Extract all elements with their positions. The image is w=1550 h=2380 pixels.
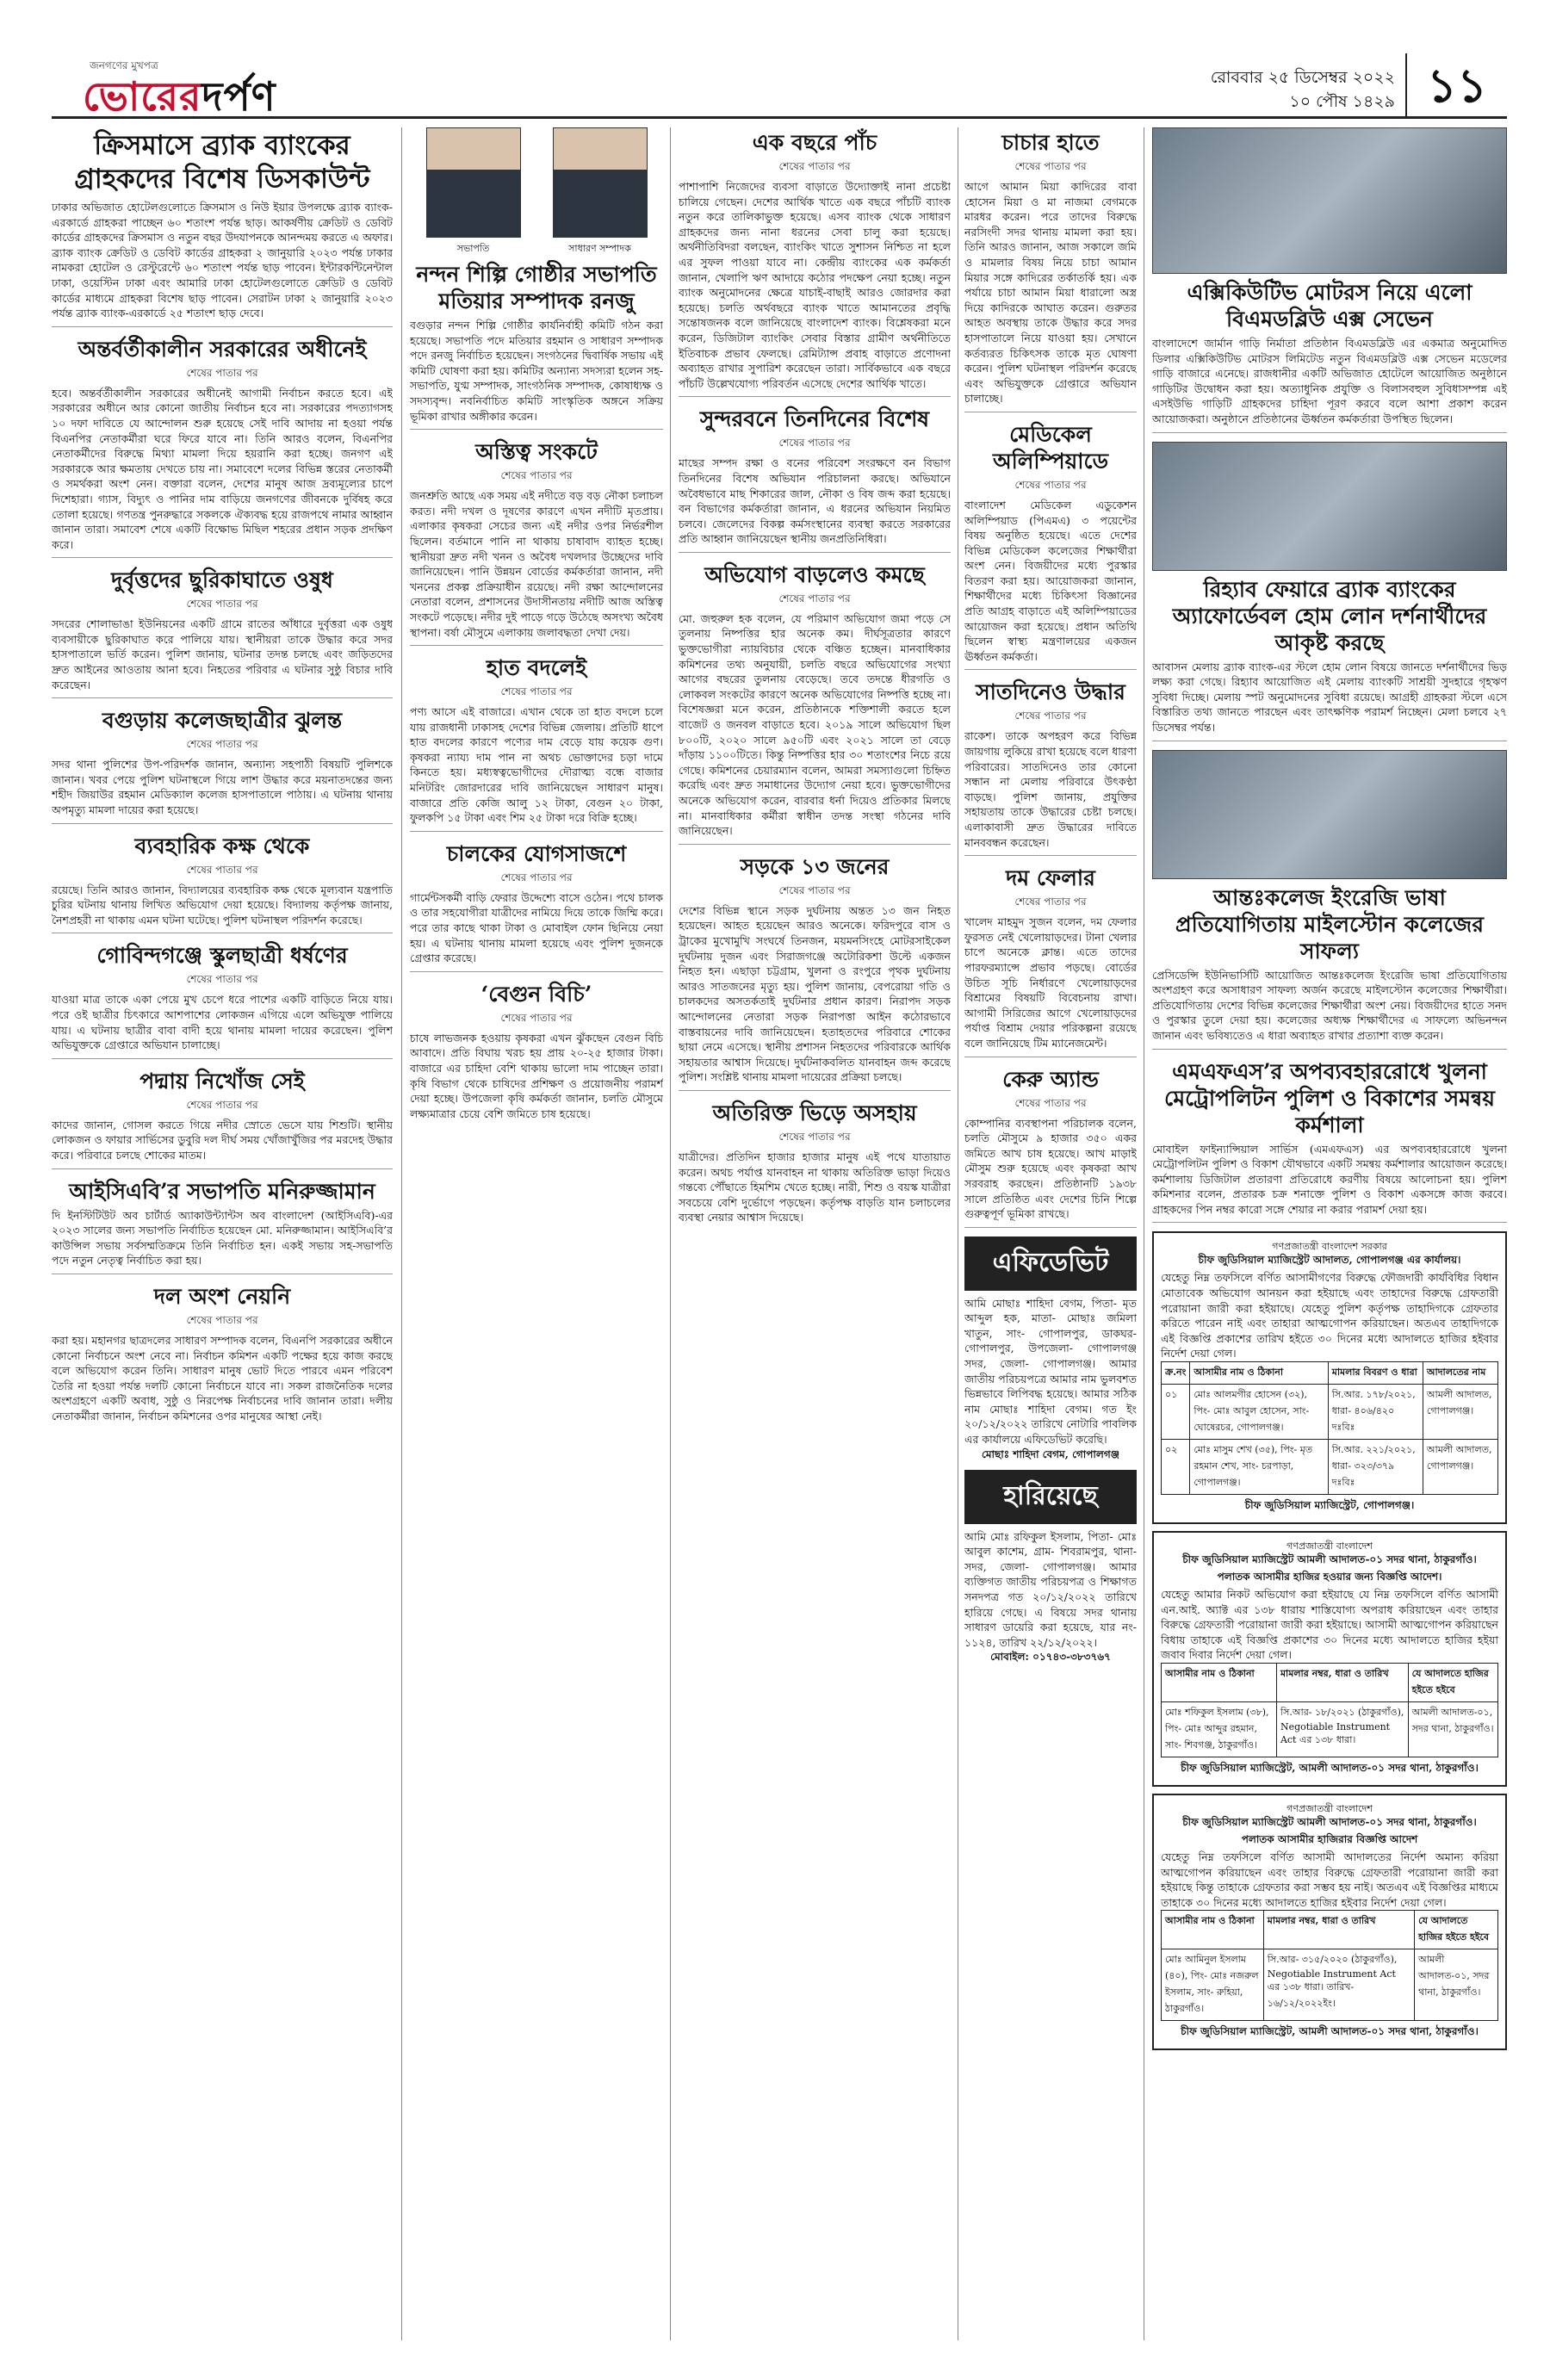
headline[interactable]: দল অংশ নেয়নি bbox=[153, 1283, 291, 1309]
story-body: বাংলাদেশ মেডিকেল এডুকেশন অলিম্পিয়াড (পিএমএ) ৩ পয়েন্টের বিষয় অনুষ্ঠিত হয়েছে। এতে দেশের বিভিন্ন মেডিকেল কলেজের শিক্ষার্থীরা অংশ নেন। বিজয়ীদের মধ্যে পুরস্কার বিতরণ করা হয়। আয়োজকরা জানান, শিক্ষার্থীদের মধ্যে চিকিৎসা বিজ্ঞানের প্রতি আগ্রহ বাড়াতে এই অলিম্পিয়াডের আয়োজন করা হয়েছে। প্রধান অতিথি ছিলেন স্বাস্থ্য মন্ত্রণালয়ের একজন ঊর্ধ্বতন কর্মকর্তা। bbox=[964, 498, 1137, 663]
story-five-in-year bbox=[679, 129, 951, 397]
table-header: যে আদালতে হাজির হইতে হইবে bbox=[1415, 1911, 1498, 1949]
continued-label: শেষের পাতার পর bbox=[1014, 896, 1087, 908]
headline[interactable]: অতিরিক্ত ভিড়ে অসহায় bbox=[712, 1100, 917, 1125]
story-bogura-student bbox=[52, 707, 393, 823]
issue-date bbox=[1211, 65, 1395, 114]
story-driver-collusion bbox=[410, 840, 663, 972]
table-row bbox=[1162, 1949, 1498, 2021]
story-hand-change bbox=[410, 654, 663, 832]
column-5 bbox=[1152, 127, 1507, 2340]
continued-label: শেষের পাতার পর bbox=[778, 437, 851, 449]
headline[interactable]: মেডিকেল অলিম্পিয়াডে bbox=[993, 421, 1108, 474]
headline[interactable]: ব্যবহারিক কক্ষ থেকে bbox=[134, 833, 310, 858]
table-header: আদালতের নাম bbox=[1423, 1362, 1497, 1385]
table-row bbox=[1162, 1702, 1498, 1757]
notice-body: যেহেতু নিম্ন তফসিলে বর্ণিত আসামী আদালতের নির্দেশ অমান্য করিয়া আত্মগোপন করিয়াছেন এবং তাহার বিরুদ্ধে গ্রেফতারী পরোয়ানা জারী করা হইয়াছে কিন্তু তাহাকে গ্রেফতার করা সম্ভব হয় নাই। অতএব এই বিজ্ঞপ্তির মাধ্যমে তাহাকে ৩০ দিনের মধ্যে আদালতে হাজির হইবার নির্দেশ দেয়া গেল। bbox=[1161, 1850, 1498, 1909]
continued-label: শেষের পাতার পর bbox=[500, 685, 573, 698]
story-body: আবাসন মেলায় ব্র্যাক ব্যাংক-এর স্টলে হোম লোন বিষয়ে জানতে দর্শনার্থীদের ভিড় লক্ষ্য করা গেছে। রিহ্যাব আয়োজিত এই মেলায় ব্যাংকটি সাশ্রয়ী সুদহারে গৃহঋণ সুবিধা দিচ্ছে। মেলায় স্পট অনুমোদনের সুবিধা রয়েছে। আগ্রহী গ্রাহকরা স্টলে এসে বিস্তারিত তথ্য জানতে পারছেন এবং তাৎক্ষণিক পরামর্শ নিচ্ছেন। মেলা চলবে ২৭ ডিসেম্বর পর্যন্ত। bbox=[1152, 660, 1507, 734]
table-cell: ০২ bbox=[1162, 1440, 1190, 1495]
story-rehab-fair bbox=[1152, 442, 1507, 741]
headline[interactable]: চালকের যোগসাজশে bbox=[446, 840, 627, 866]
headline[interactable]: চাচার হাতে bbox=[1001, 130, 1100, 155]
continued-label: শেষের পাতার পর bbox=[186, 366, 258, 379]
table-cell: ০১ bbox=[1162, 1385, 1190, 1440]
continued-label: শেষের পাতার পর bbox=[778, 592, 851, 604]
headline[interactable]: এক্সিকিউটিভ মোটরস নিয়ে এলো বিএমডব্লিউ এক্স সেভেন bbox=[1187, 280, 1472, 332]
story-breathing-room bbox=[964, 865, 1137, 1057]
table-cell: আমলী আদালত, গোপালগঞ্জ। bbox=[1423, 1440, 1497, 1495]
story-body: মো. জহুরুল হক বলেন, যে পরিমাণ অভিযোগ জমা পড়ে সে তুলনায় নিষ্পত্তির হার অনেক কম। দীর্ঘসূত্রতার কারণে ভুক্তভোগীরা ন্যায়বিচার থেকে বঞ্চিত হচ্ছেন। মানবাধিকার কমিশনের তথ্য অনুযায়ী, চলতি বছরে অভিযোগের সংখ্যা আগের বছরের তুলনায় বেড়েছে। তবে তদন্তে ধীরগতি ও লোকবল সংকটের কারণে অনেক অভিযোগের নিষ্পত্তি হচ্ছে না। বিশেষজ্ঞরা মনে করেন, প্রতিষ্ঠানকে শক্তিশালী করতে হলে বাজেট ও জনবল বাড়াতে হবে। ২০১৯ সালে অভিযোগ ছিল ৮০০টি, ২০২০ সালে ৯৫০টি এবং ২০২১ সালে তা বেড়ে দাঁড়ায় ১১০০টিতে। কিন্তু নিষ্পত্তির হার ৩০ শতাংশের নিচে রয়ে গেছে। কমিশনের চেয়ারম্যান বলেন, আমরা সমস্যাগুলো চিহ্নিত করেছি এবং দ্রুত সমাধানের উদ্যোগ নেয়া হবে। ভুক্তভোগীদের অনেকে অভিযোগ করেন, বারবার ধর্না দিয়েও প্রতিকার মিলছে না। মানবাধিকার কর্মীরা স্বাধীন তদন্ত সংস্থা গঠনের দাবি জানিয়েছেন। bbox=[679, 611, 951, 838]
continued-label: শেষের পাতার পর bbox=[1014, 710, 1087, 722]
story-eggplant-seed bbox=[410, 981, 663, 1127]
story-body: সদরের শোলাভাঙা ইউনিয়নের একটি গ্রামে রাতের আঁধারে দুর্বৃত্তরা এক ওষুধ ব্যবসায়ীকে ছুরিকাঘাত করে পালিয়ে যায়। স্থানীয়রা তাকে উদ্ধার করে সদর হাসপাতালে ভর্তি করেন। পুলিশ জানায়, ঘটনার তদন্ত চলছে এবং জড়িতদের দ্রুত আইনের আওতায় আনা হবে। নিহতের পরিবার এ ঘটনার সুষ্ঠু বিচার দাবি করেছেন। bbox=[52, 617, 393, 691]
story-body: মোবাইল ফাইন্যান্সিয়াল সার্ভিস (এমএফএস) এর অপব্যবহাররোধে খুলনা মেট্রোপলিটন পুলিশ ও বিকাশ যৌথভাবে একটি সমন্বয় কর্মশালার আয়োজন করেছে। কর্মশালায় ডিজিটাল প্রতারণা প্রতিরোধে করণীয় বিষয়ে আলোচনা হয়। পুলিশ কমিশনার বলেন, প্রতারক চক্র শনাক্তে পুলিশ ও বিকাশ একসঙ্গে কাজ করবে। গ্রাহকদের পিন নম্বর কারো সঙ্গে শেয়ার না করার পরামর্শ দেয়া হয়। bbox=[1152, 1142, 1507, 1216]
headline[interactable]: সুন্দরবনে তিনদিনের বিশেষ bbox=[699, 406, 930, 432]
continued-label: শেষের পাতার পর bbox=[186, 738, 258, 751]
logo-red-word: ভোরের bbox=[83, 73, 202, 120]
story-body: ঢাকার অভিজাত হোটেলগুলোতে ক্রিসমাস ও নিউ ইয়ার উপলক্ষে ব্র্যাক ব্যাংক-এরকার্ডে গ্রাহকরা পাচ্ছেন ৬০ শতাংশ পর্যন্ত ছাড়। আকর্ষণীয় ক্রেডিট ও ডেবিট কার্ডের গ্রাহকদের ক্রিসমাস ও নতুন বছর উদযাপনকে আনন্দময় করতে এ অফার। ব্র্যাক ব্যাংক ক্রেডিট ও ডেবিট কার্ডের গ্রাহকরা ২ জানুয়ারি ২০২৩ পর্যন্ত ঢাকার নামকরা হোটেল ও রেস্টুরেন্টে ৬০ শতাংশ পর্যন্ত ছাড় পাবেন। ইন্টারকন্টিনেন্টাল ঢাকা, ওয়েস্টিন ঢাকা এবং আমারি ঢাকা হোটেলগুলোতে ক্রেডিট ও ডেবিট কার্ডের মাধ্যমে গ্রাহকরা বিশেষ ছাড় পাবেন। সেরাটন ঢাকা ২ জানুয়ারি ২০২৩ পর্যন্ত ব্র্যাক ব্যাংক-এরকার্ডে ২৫ শতাংশ ছাড় দেবে। bbox=[52, 201, 393, 320]
affidavit-banner: এফিডেভিট bbox=[964, 1236, 1137, 1291]
headline[interactable]: অভিযোগ বাড়লেও কমছে bbox=[704, 561, 925, 587]
headline[interactable]: নন্দন শিল্পি গোষ্ঠীর সভাপতি মতিয়ার সম্পাদক রনজু bbox=[416, 262, 657, 313]
headline[interactable]: অন্তর্বর্তীকালীন সরকারের অধীনেই bbox=[78, 336, 367, 362]
president-photo[interactable] bbox=[426, 127, 521, 238]
notice-top: গণপ্রজাতন্ত্রী বাংলাদেশ bbox=[1286, 1803, 1373, 1814]
continued-label: শেষের পাতার পর bbox=[186, 973, 258, 986]
table-row bbox=[1162, 1385, 1498, 1440]
headline[interactable]: পদ্মায় নিখোঁজ সেই bbox=[140, 1068, 305, 1094]
continued-label: শেষের পাতার পর bbox=[186, 863, 258, 876]
headline[interactable]: এক বছরে পাঁচ bbox=[752, 130, 877, 155]
story-interim-govt bbox=[52, 336, 393, 559]
table-cell: আমলী আদালত-০১, সদর থানা, ঠাকুরগাঁও। bbox=[1415, 1949, 1498, 2021]
story-body: প্রেসিডেন্সি ইউনিভার্সিটি আয়োজিত আন্তঃকলেজ ইংরেজি ভাষা প্রতিযোগিতায় অংশগ্রহণ করে অসাধারণ সাফল্য অর্জন করেছে মাইলস্টোন কলেজের শিক্ষার্থীরা। প্রতিযোগিতায় দেশের বিভিন্ন কলেজের শিক্ষার্থীরা অংশ নেয়। বিজয়ীদের হাতে সনদ ও পুরস্কার তুলে দেয়া হয়। কলেজের অধ্যক্ষ শিক্ষার্থীদের এ সাফল্যে অভিনন্দন জানান এবং ভবিষ্যতেও এ ধারা অব্যাহত রাখার প্রত্যাশা ব্যক্ত করেন। bbox=[1152, 968, 1507, 1042]
story-body: হবে। অন্তর্বর্তীকালীন সরকারের অধীনেই আগামী নির্বাচন করতে হবে। এই সরকারের অধীনে আর কোনো জাতীয় নির্বাচন হবে না। সরকারের পদত্যাগসহ ১০ দফা দাবিতে যে আন্দোলন শুরু হয়েছে সেই দাবি আদায় না হওয়া পর্যন্ত বিএনপির নেতাকর্মীরা ঘরে ফিরে যাবে না। তিনি আরও বলেন, বিএনপির নেতাকর্মীদের বিরুদ্ধে মিথ্যা মামলা দিয়ে হয়রানি করা হচ্ছে। জনগণ এই সরকারকে আর ক্ষমতায় দেখতে চায় না। সমাবেশে দলের বিভিন্ন স্তরের নেতাকর্মী ও সমর্থকরা অংশ নেন। বক্তারা বলেন, দেশের মানুষ আজ দ্রব্যমূল্যের চাপে দিশেহারা। গ্যাস, বিদ্যুৎ ও পানির দাম বাড়িয়ে জনগণের জীবনকে দুর্বিষহ করে তোলা হয়েছে। গণতন্ত্র পুনরুদ্ধারে সকলকে ঐক্যবদ্ধ হয়ে রাজপথে নামার আহ্বান জানান তারা। সমাবেশ শেষে একটি বিক্ষোভ মিছিল শহরের প্রধান সড়ক প্রদক্ষিণ করে। bbox=[52, 386, 393, 551]
story-body: বগুড়ার নন্দন শিল্পি গোষ্ঠীর কার্যনির্বাহী কমিটি গঠন করা হয়েছে। সভাপতি পদে মতিয়ার রহমান ও সাধারণ সম্পাদক পদে রনজু নির্বাচিত হয়েছেন। সংগঠনের দ্বিবার্ষিক সভায় এই কমিটি ঘোষণা করা হয়। কমিটির অন্যান্য সদস্যরা হলেন সহ-সভাপতি, যুগ্ম সম্পাদক, সাংগঠনিক সম্পাদক, কোষাধ্যক্ষ ও সদস্যবৃন্দ। নবনির্বাচিত কমিটি সাংস্কৃতিক অঙ্গনে সক্রিয় ভূমিকা রাখার অঙ্গীকার করেন। bbox=[410, 319, 663, 423]
notice-title: চীফ জুডিসিয়াল ম্যাজিস্ট্রেট আদালত, গোপালগঞ্জ এর কার্যালয়। bbox=[1198, 1254, 1461, 1267]
headline[interactable]: বগুড়ায় কলেজছাত্রীর ঝুলন্ত bbox=[102, 708, 343, 734]
story-mfs-workshop bbox=[1152, 1058, 1507, 1224]
lost-ad bbox=[964, 1470, 1137, 1668]
table-cell: সি.আর- ১৮/২০২১ (ঠাকুরগাঁও), Negotiable Instrument Act এর ১৩৮ ধারা। bbox=[1276, 1702, 1408, 1757]
continued-label: শেষের পাতার পর bbox=[1014, 160, 1087, 172]
continued-label: শেষের পাতার পর bbox=[186, 598, 258, 610]
column-rule bbox=[670, 127, 671, 2340]
story-stabbing bbox=[52, 567, 393, 698]
column-1 bbox=[52, 127, 393, 2340]
story-gobindaganj bbox=[52, 942, 393, 1058]
column-3 bbox=[679, 127, 951, 2340]
story-body: জনশ্রুতি আছে এক সময় এই নদীতে বড় বড় নৌকা চলাচল করত। নদী দখল ও দূষণের কারণে এখন নদীটি মৃতপ্রায়। এলাকার কৃষকরা সেচের জন্য এই নদীর ওপর নির্ভরশীল ছিলেন। বর্তমানে পানি না থাকায় চাষাবাদ ব্যাহত হচ্ছে। স্থানীয়রা দ্রুত নদী খনন ও অবৈধ দখলদার উচ্ছেদের দাবি জানিয়েছেন। পানি উন্নয়ন বোর্ডের কর্মকর্তারা জানান, নদী খননের প্রকল্প প্রক্রিয়াধীন রয়েছে। নদী রক্ষা আন্দোলনের নেতারা বলেন, প্রশাসনের উদাসীনতায় নদীটি আজ অস্তিত্ব সংকটে পড়েছে। নদীর দুই পাড়ে গড়ে উঠেছে অসংখ্য অবৈধ স্থাপনা। বর্ষা মৌসুমে এলাকায় জলাবদ্ধতা দেখা দেয়। bbox=[410, 489, 663, 639]
story-body: রয়েছে। তিনি আরও জানান, বিদ্যালয়ের ব্যবহারিক কক্ষ থেকে মূল্যবান যন্ত্রপাতি চুরির ঘটনায় থানায় লিখিত অভিযোগ দেয়া হয়েছে। বিদ্যালয় কর্তৃপক্ষ জানায়, নৈশপ্রহরী না থাকায় এমন ঘটনা ঘটেছে। পুলিশ ঘটনাস্থল পরিদর্শন করেছে। bbox=[52, 883, 393, 927]
continued-label: শেষের পাতার পর bbox=[186, 1098, 258, 1111]
story-road-accident bbox=[679, 853, 951, 1091]
masthead bbox=[52, 53, 1507, 119]
notice-signature: চীফ জুডিসিয়াল ম্যাজিস্ট্রেট, গোপালগঞ্জ। bbox=[1244, 1499, 1415, 1512]
table-cell: মোঃ শফিকুল ইসলাম (৩৮), পিং- মোঃ আব্দুর রহমান, সাং- শিবগঞ্জ, ঠাকুরগাঁও। bbox=[1162, 1702, 1277, 1757]
story-keru bbox=[964, 1066, 1137, 1228]
notice-top: গণপ্রজাতন্ত্রী বাংলাদেশ bbox=[1286, 1540, 1373, 1553]
column-4 bbox=[964, 127, 1137, 2340]
story-body: যাত্রীদের। প্রতিদিন হাজার হাজার মানুষ এই পথে যাতায়াত করেন। অথচ পর্যাপ্ত যানবাহন না থাকায় অতিরিক্ত ভাড়া দিয়েও গন্তব্যে পৌঁছাতে হিমশিম খেতে হচ্ছে। নারী, শিশু ও বয়স্ক যাত্রীরা সবচেয়ে বেশি দুর্ভোগে পড়ছেন। কর্তৃপক্ষ বাড়তি যান চলাচলের ব্যবস্থা নেয়ার আশ্বাস দিয়েছে। bbox=[679, 1150, 951, 1224]
story-body: দেশের বিভিন্ন স্থানে সড়ক দুর্ঘটনায় অন্তত ১৩ জন নিহত হয়েছেন। আহত হয়েছেন আরও অনেকে। ফরিদপুরে বাস ও ট্রাকের মুখোমুখি সংঘর্ষে তিনজন, ময়মনসিংহে মোটরসাইকেল দুর্ঘটনায় দুজন এবং সিরাজগঞ্জে অটোরিকশা উল্টে একজন নিহত হন। এছাড়া চট্টগ্রাম, খুলনা ও রংপুরে পৃথক দুর্ঘটনায় আরও সাতজনের মৃত্যু হয়। পুলিশ জানায়, বেপরোয়া গতি ও চালকদের অসতর্কতাই দুর্ঘটনার প্রধান কারণ। নিরাপদ সড়ক আন্দোলনের নেতারা সড়ক নিরাপত্তা আইন কঠোরভাবে বাস্তবায়নের দাবি জানিয়েছেন। হতাহতদের পরিবারে শোকের ছায়া নেমে এসেছে। স্থানীয় প্রশাসন নিহতদের পরিবারকে আর্থিক সহায়তার আশ্বাস দিয়েছে। দুর্ঘটনাকবলিত যানবাহন জব্দ করেছে পুলিশ। সংশ্লিষ্ট থানায় মামলা দায়েরের প্রক্রিয়া চলছে। bbox=[679, 903, 951, 1084]
continued-label: শেষের পাতার পর bbox=[778, 1130, 851, 1143]
story-seven-days bbox=[964, 679, 1137, 856]
affidavit-ad bbox=[964, 1236, 1137, 1465]
story-body: খালেদ মাহমুদ সুজন বলেন, দম ফেলার ফুরসত নেই খেলোয়াড়দের। টানা খেলার চাপে অনেকে ক্লান্ত। এতে তাদের পারফরম্যান্সে প্রভাব পড়ছে। বোর্ডের উচিত সূচি নির্ধারণে খেলোয়াড়দের বিশ্রামের বিষয়টি বিবেচনায় রাখা। আগামী সিরিজের আগে খেলোয়াড়দের পর্যাপ্ত বিশ্রাম দেয়ার পরিকল্পনা রয়েছে বলে জানিয়েছে টিম ম্যানেজমেন্ট। bbox=[964, 915, 1137, 1050]
story-party-boycott bbox=[52, 1283, 393, 1429]
notice-subtitle: পলাতক আসামীর হাজিরার বিজ্ঞপ্তি আদেশ bbox=[1241, 1833, 1418, 1845]
affidavit-body: আমি মোছাঃ শাহিদা বেগম, পিতা- মৃত আব্দুল হক, মাতা- মোছাঃ জমিলা খাতুন, সাং- গোপালপুর, ডাকঘর- গোপালপুর, উপজেলা- গোপালগঞ্জ সদর, জেলা- গোপালগঞ্জ। আমার জাতীয় পরিচয়পত্রে আমার নাম ভুলবশত ভিন্নভাবে লিপিবদ্ধ হয়েছে। আমার সঠিক নাম মোছাঃ শাহিদা বেগম। গত ইং ২০/১২/২০২২ তারিখে নোটারি পাবলিক এর কার্যালয়ে এফিডেভিট করেছি। bbox=[964, 1296, 1137, 1447]
table-cell: মোঃ আলমগীর হোসেন (৩২), পিং- মোঃ আবুল হোসেন, সাং- ঘোষেরচর, গোপালগঞ্জ। bbox=[1190, 1385, 1328, 1440]
headline[interactable]: অস্তিত্ব সংকটে bbox=[475, 439, 598, 465]
court-notice-thakurgaon-1 bbox=[1152, 1531, 1507, 1787]
notice-body: যেহেতু আমার নিকট অভিযোগ করা হইয়াছে যে নিম্ন তফসিলে বর্ণিত আসামী এন.আই. অ্যাক্ট এর ১৩৮ ধারায় শাস্তিযোগ্য অপরাধ করিয়াছেন এবং তাহার বিরুদ্ধে গ্রেফতারী পরোয়ানা জারী করা হইয়াছে। আসামী আত্মগোপন করিয়াছেন বিধায় তাহাকে এই বিজ্ঞপ্তি প্রকাশের ৩০ দিনের মধ্যে আদালতে হাজির হইয়া জবাব দিবার নির্দেশ দেয়া গেল। bbox=[1161, 1588, 1498, 1662]
table-cell: সি.আর- ৩১৫/২০২০ (ঠাকুরগাঁও), Negotiable Instrument Act এর ১৩৮ ধারা। তারিখ- ১৬/১২/২০২২ইং। bbox=[1263, 1949, 1414, 2021]
story-milestone-college bbox=[1152, 750, 1507, 1050]
story-brac-christmas bbox=[52, 129, 393, 327]
table-header: মামলার বিবরণ ও ধারা bbox=[1328, 1362, 1423, 1385]
headline[interactable]: রিহ্যাব ফেয়ারে ব্র্যাক ব্যাংকের অ্যাফোর্ডেবল হোম লোন দর্শনার্থীদের আকৃষ্ট করছে bbox=[1172, 576, 1487, 655]
story-body: করা হয়। মহানগর ছাত্রদলের সাধারণ সম্পাদক বলেন, বিএনপি সরকারের অধীনে কোনো নির্বাচনে অংশ নেবে না। নির্বাচন কমিশন একটি পক্ষের হয়ে কাজ করছে বলে অভিযোগ করেন তিনি। সাধারণ মানুষ ভোট দিতে পারবে এমন পরিবেশ তৈরি না হওয়া পর্যন্ত দলটি কোনো নির্বাচনে যাবে না। সকল রাজনৈতিক দলের অংশগ্রহণে একটি অবাধ, সুষ্ঠু ও নিরপেক্ষ নির্বাচনের দাবি জানান তারা। দলীয় নেতাকর্মীরা জানান, নির্বাচন কমিশনের ওপর মানুষের আস্থা নেই। bbox=[52, 1333, 393, 1422]
notice-body: যেহেতু নিম্ন তফসিলে বর্ণিত আসামীগণের বিরুদ্ধে ফৌজদারী কার্যবিধির বিধান মোতাবেক অভিযোগ আনয়ন করা হইয়াছে এবং তাহাদের বিরুদ্ধে গ্রেফতারী পরোয়ানা জারী করা হইয়াছে। যেহেতু পুলিশ কর্তৃপক্ষ তাহাদিগকে গ্রেফতার করিতে পারেন নাই এবং তাহারা আত্মগোপন করিয়াছেন। অতএব তাহাদিগকে এই বিজ্ঞপ্তি প্রকাশের তারিখ হইতে ৩০ দিনের মধ্যে আদালতে হাজির হইবার নির্দেশ দেয়া গেল। bbox=[1161, 1271, 1498, 1360]
table-header: যে আদালতে হাজির হইতে হইবে bbox=[1408, 1664, 1497, 1702]
table-cell: সি.আর. ২২১/২০২১, ধারা- ৩২৩/৩৭৯ দঃবিঃ bbox=[1328, 1440, 1423, 1495]
story-icab-president bbox=[52, 1178, 393, 1274]
headline[interactable]: ক্রিসমাসে ব্র্যাক ব্যাংকের গ্রাহকদের বিশেষ ডিসকাউন্ট bbox=[74, 130, 370, 195]
story-body: পণ্য আসে এই বাজারে। এখান থেকে তা হাত বদলে চলে যায় রাজধানী ঢাকাসহ দেশের বিভিন্ন জেলায়। প্রতিটি ধাপে হাত বদলের কারণে পণ্যের দাম বেড়ে যায় কয়েক গুণ। কৃষকরা ন্যায্য দাম পান না অথচ ভোক্তাদের চড়া দামে কিনতে হয়। মধ্যস্বত্বভোগীদের দৌরাত্ম্য বন্ধে বাজার মনিটরিং জোরদারের দাবি জানিয়েছেন সাধারণ মানুষ। বাজারে প্রতি কেজি আলু ১২ টাকা, বেগুন ২০ টাকা, ফুলকপি ১৫ টাকা এবং শিম ২৫ টাকা দরে বিক্রি হচ্ছে। bbox=[410, 705, 663, 825]
story-bmw-x7 bbox=[1152, 127, 1507, 433]
table-cell: সি.আর. ১৭৮/২০২১, ধারা- ৪০৬/৪২০ দঃবিঃ bbox=[1328, 1385, 1423, 1440]
photo-caption: সভাপতি bbox=[456, 243, 490, 254]
rehab-fair-photo[interactable] bbox=[1152, 442, 1507, 571]
table-cell: মোঃ মাসুম শেখ (৩৫), পিং- মৃত রহমান শেখ, সাং- চরপাড়া, গোপালগঞ্জ। bbox=[1190, 1440, 1328, 1495]
table-cell: আমলী আদালত-০১, সদর থানা, ঠাকুরগাঁও। bbox=[1408, 1702, 1497, 1757]
headline[interactable]: আন্তঃকলেজ ইংরেজি ভাষা প্রতিযোগিতায় মাইলস্টোন কলেজের সাফল্য bbox=[1175, 884, 1484, 964]
continued-label: শেষের পাতার পর bbox=[778, 160, 851, 172]
logo-dark-word: দর্পণ bbox=[202, 73, 276, 120]
notice-table bbox=[1161, 1663, 1498, 1757]
continued-label: শেষের পাতার পর bbox=[500, 1011, 573, 1024]
notice-signature: চীফ জুডিসিয়াল ম্যাজিস্ট্রেট, আমলী আদালত-০১ সদর থানা, ঠাকুরগাঁও। bbox=[1181, 1762, 1479, 1774]
secretary-photo[interactable] bbox=[553, 127, 648, 238]
story-uncle-kills bbox=[964, 129, 1137, 412]
lost-contact: মোবাইল: ০১৭৪৩-৩৮৩৭৬৭ bbox=[990, 1651, 1111, 1664]
headline[interactable]: সড়কে ১৩ জনের bbox=[740, 853, 890, 879]
story-medical-olympiad bbox=[964, 421, 1137, 671]
headline[interactable]: হাত বদলেই bbox=[486, 655, 587, 681]
bmw-launch-photo[interactable] bbox=[1152, 127, 1507, 274]
table-cell: মোঃ আমিনুল ইসলাম (৪০), পিং- মোঃ নজরুল ইসলাম, সাং- রুহিয়া, ঠাকুরগাঁও। bbox=[1162, 1949, 1264, 2021]
headline[interactable]: ‘বেগুন বিচি’ bbox=[480, 981, 592, 1007]
story-existence-crisis bbox=[410, 438, 663, 646]
date-bangla: ১০ পৌষ ১৪২৯ bbox=[1289, 92, 1395, 111]
notice-table bbox=[1161, 1910, 1498, 2021]
table-row bbox=[1162, 1440, 1498, 1495]
continued-label: শেষের পাতার পর bbox=[1014, 1096, 1087, 1109]
continued-label: শেষের পাতার পর bbox=[1014, 478, 1087, 491]
lost-banner: হারিয়েছে bbox=[964, 1470, 1137, 1524]
affidavit-signature: মোছাঃ শাহিদা বেগম, গোপালগঞ্জ bbox=[982, 1447, 1119, 1460]
headline[interactable]: দম ফেলার bbox=[1006, 865, 1095, 891]
story-crowd bbox=[679, 1100, 951, 1230]
table-header: আসামীর নাম ও ঠিকানা bbox=[1162, 1911, 1264, 1949]
story-body: গার্মেন্টসকর্মী বাড়ি ফেরার উদ্দেশ্যে বাসে ওঠেন। পথে চালক ও তার সহযোগীরা যাত্রীদের নামিয়ে দিয়ে তাকে জিম্মি করে। পরে তার কাছে থাকা টাকা ও মোবাইল ফোন ছিনিয়ে নেয়া হয়। এ ঘটনায় থানায় মামলা হয়েছে এবং পুলিশ দুজনকে গ্রেপ্তার করেছে। bbox=[410, 890, 663, 965]
notice-subtitle: পলাতক আসামীর হাজির হওয়ার জন্য বিজ্ঞপ্তি আদেশ। bbox=[1217, 1571, 1442, 1584]
table-header: মামলার নম্বর, ধারা ও তারিখ bbox=[1263, 1911, 1414, 1949]
court-notice-gopalganj bbox=[1152, 1231, 1507, 1524]
notice-signature: চীফ জুডিসিয়াল ম্যাজিস্ট্রেট, আমলী আদালত-০১ সদর থানা, ঠাকুরগাঁও। bbox=[1181, 2025, 1479, 2038]
story-body: সদর থানা পুলিশের উপ-পরিদর্শক জানান, অন্যান্য সহপাঠী বিষয়টি পুলিশকে জানান। খবর পেয়ে পুলিশ ঘটনাস্থলে গিয়ে লাশ উদ্ধার করে ময়নাতদন্তের জন্য শহীদ জিয়াউর রহমান মেডিক্যাল কলেজ হাসপাতালে পাঠায়। এ ঘটনায় থানায় অপমৃত্যু মামলা দায়ের করা হয়েছে। bbox=[52, 758, 393, 817]
headline[interactable]: দুর্বৃত্তদের ছুরিকাঘাতে ওষুধ bbox=[111, 567, 333, 593]
portrait-row bbox=[410, 127, 663, 257]
table-header: আসামীর নাম ও ঠিকানা bbox=[1162, 1664, 1277, 1702]
column-2 bbox=[410, 127, 663, 2340]
story-body: আগে আমান মিয়া কাদিরের বাবা হোসেন মিয়া ও মা নাজমা বেগমকে মারধর করেন। পরে তাদের বিরুদ্ধে নরসিংদী সদর থানায় মামলা করা হয়। তিনি আরও জানান, আজ সকালে জমি ও মামলার বিষয় নিয়ে চাচা আমান মিয়ার সঙ্গে কাদিরের তর্কাতর্কি হয়। এক পর্যায়ে চাচা আমান মিয়া ধারালো অস্ত্র দিয়ে কাদিরকে আঘাত করেন। গুরুতর আহত অবস্থায় তাকে উদ্ধার করে সদর হাসপাতালে নিয়ে যাওয়া হয়। সেখানে কর্তব্যরত চিকিৎসক তাকে মৃত ঘোষণা করেন। পুলিশ ঘটনাস্থল পরিদর্শন করেছে এবং অভিযুক্তকে গ্রেপ্তারে অভিযান চালাচ্ছে। bbox=[964, 180, 1137, 406]
continued-label: শেষের পাতার পর bbox=[500, 871, 573, 883]
story-practical-room bbox=[52, 833, 393, 934]
notice-top: গণপ্রজাতন্ত্রী বাংলাদেশ সরকার bbox=[1272, 1241, 1387, 1253]
column-rule bbox=[401, 127, 402, 2340]
table-header: ক্র.নং bbox=[1162, 1362, 1190, 1385]
continued-label: শেষের পাতার পর bbox=[186, 1313, 258, 1326]
photo-caption: সাধারণ সম্পাদক bbox=[568, 243, 631, 254]
story-body: মাছের সম্পদ রক্ষা ও বনের পরিবেশ সংরক্ষণে বন বিভাগ তিনদিনের বিশেষ অভিযান পরিচালনা করছে। অভিযানে অবৈধভাবে মাছ শিকারের জাল, নৌকা ও বিষ জব্দ করা হয়েছে। বন বিভাগের কর্মকর্তারা জানান, এ ধরনের অভিযান নিয়মিত চলবে। জেলেদের বিকল্প কর্মসংস্থানের ব্যবস্থা করতে সরকারের প্রতি আহ্বান জানিয়েছেন স্থানীয় জনপ্রতিনিধিরা। bbox=[679, 456, 951, 546]
story-nandan-shilpi bbox=[410, 127, 663, 430]
story-body: দি ইনস্টিটিউট অব চার্টার্ড অ্যাকাউন্ট্যান্টস অব বাংলাদেশ (আইসিএবি)-এর ২০২৩ সালের জন্য সভাপতি নির্বাচিত হয়েছেন মো. মনিরুজ্জামান। আইসিএবি’র কাউন্সিল সভায় সর্বসম্মতিক্রমে তিনি নির্বাচিত হন। একই সভায় সহ-সভাপতি পদে নতুন নেতৃত্ব নির্বাচিত করা হয়। bbox=[52, 1208, 393, 1267]
story-body: কোম্পানির ব্যবস্থাপনা পরিচালক বলেন, চলতি মৌসুমে ৯ হাজার ৩৫০ একর জমিতে আখ চাষ হয়েছে। আখ মাড়াই মৌসুম শুরু হয়েছে এবং কৃষকরা আখ সরবরাহ করছেন। প্রতিষ্ঠানটি ১৯৩৮ সালে প্রতিষ্ঠিত এবং দেশের চিনি শিল্পে গুরুত্বপূর্ণ ভূমিকা রাখছে। bbox=[964, 1116, 1137, 1221]
story-body: পাশাপাশি নিজেদের ব্যবসা বাড়াতে উদ্যোক্তাই নানা প্রচেষ্টা চালিয়ে গেছেন। দেশের আর্থিক খাতে এক বছরে পাঁচটি ব্যাংক নতুন করে তালিকাভুক্ত হয়েছে। এসব ব্যাংক থেকে সাধারণ গ্রাহকদের জন্য নানা ধরনের সেবা চালু করা হয়েছে। অর্থনীতিবিদরা বলছেন, ব্যাংকিং খাতে সুশাসন নিশ্চিত না হলে এর সুফল পাওয়া যাবে না। কেন্দ্রীয় ব্যাংকের এক কর্মকর্তা জানান, খেলাপি ঋণ আদায়ে কঠোর পদক্ষেপ নেয়া হচ্ছে। নতুন ব্যাংক অনুমোদনের ক্ষেত্রে যাচাই-বাছাই আরও জোরদার করা হয়েছে। চলতি অর্থবছরে ব্যাংক খাতে আমানতের প্রবৃদ্ধি সন্তোষজনক বলে জানিয়েছে বাংলাদেশ ব্যাংক। বিশ্লেষকরা মনে করেন, ডিজিটাল ব্যাংকিং সেবার বিস্তার গ্রামীণ অর্থনীতিতে ইতিবাচক প্রভাব ফেলছে। রেমিট্যান্স প্রবাহ বাড়াতে প্রণোদনা অব্যাহত রাখার সুপারিশ করেছেন তারা। সার্বিকভাবে এক বছরে পাঁচটি উল্লেখযোগ্য পরিবর্তন এসেছে দেশের আর্থিক খাতে। bbox=[679, 180, 951, 390]
notice-table bbox=[1161, 1361, 1498, 1495]
story-body: বাংলাদেশে জার্মান গাড়ি নির্মাতা প্রতিষ্ঠান বিএমডব্লিউ এর একমাত্র অনুমোদিত ডিলার এক্সিকিউটিভ মোটরস লিমিটেড নতুন বিএমডব্লিউ এক্স সেভেন মডেলের গাড়ি বাজারে এনেছে। রাজধানীর একটি অভিজাত হোটেলে আয়োজিত অনুষ্ঠানে গাড়িটির উদ্বোধন করা হয়। অত্যাধুনিক প্রযুক্তি ও বিলাসবহুল সুবিধাসম্পন্ন এই এসইউভি গাড়িটি গ্রাহকদের চাহিদা পূরণ করবে বলে আশা প্রকাশ করেন আয়োজকরা। অনুষ্ঠানে প্রতিষ্ঠানের ঊর্ধ্বতন কর্মকর্তারা উপস্থিত ছিলেন। bbox=[1152, 337, 1507, 425]
headline[interactable]: এমএফএস’র অপব্যবহাররোধে খুলনা মেট্রোপলিটন পুলিশ ও বিকাশের সমন্বয় কর্মশালা bbox=[1164, 1058, 1495, 1137]
masthead-tagline: জনগণের মুখপত্র bbox=[90, 59, 158, 71]
headline[interactable]: সাতদিনেও উদ্ধার bbox=[976, 679, 1125, 705]
continued-label: শেষের পাতার পর bbox=[778, 883, 851, 896]
table-cell: আমলী আদালত, গোপালগঞ্জ। bbox=[1423, 1385, 1497, 1440]
story-body: যাওয়া মাত্র তাকে একা পেয়ে মুখ চেপে ধরে পাশের একটি বাড়িতে নিয়ে যায়। পরে ওই ছাত্রীর চিৎকারে আশপাশের লোকজন এগিয়ে এলে অভিযুক্ত পালিয়ে যায়। এ ঘটনায় ছাত্রীর বাবা বাদী হয়ে থানায় মামলা দায়ের করেছেন। পুলিশ অভিযুক্তকে গ্রেপ্তারে অভিযান চালাচ্ছে। bbox=[52, 993, 393, 1052]
page-number: ১১ bbox=[1405, 53, 1507, 119]
lost-body: আমি মোঃ রফিকুল ইসলাম, পিতা- মোঃ আবুল কাশেম, গ্রাম- শিবরামপুর, থানা- সদর, জেলা- গোপালগঞ্জ। আমার ব্যক্তিগত জাতীয় পরিচয়পত্র ও শিক্ষাগত সনদপত্র গত ২০/১২/২০২২ তারিখে হারিয়ে গেছে। এ বিষয়ে সদর থানায় সাধারণ ডায়েরি করা হয়েছে, যার নং- ১১২৪, তারিখ ২২/১২/২০২২। bbox=[964, 1529, 1137, 1649]
continued-label: শেষের পাতার পর bbox=[500, 469, 573, 482]
date-english: রোববার ২৫ ডিসেম্বর ২০২২ bbox=[1210, 68, 1395, 87]
story-body: রাকেশ। তাকে অপহরণ করে বিভিন্ন জায়গায় লুকিয়ে রাখা হয়েছে বলে ধারণা পরিবারের। সাতদিনেও তার কোনো সন্ধান না মেলায় পরিবারে উৎকণ্ঠা বাড়ছে। পুলিশ জানায়, প্রযুক্তির সহায়তায় তাকে উদ্ধারের চেষ্টা চলছে। এলাকাবাসী দ্রুত উদ্ধারের দাবিতে মানববন্ধন করেছেন। bbox=[964, 729, 1137, 849]
milestone-college-photo[interactable] bbox=[1152, 750, 1507, 879]
newspaper-logo[interactable] bbox=[83, 67, 276, 133]
story-sundarbans bbox=[679, 406, 951, 553]
headline[interactable]: গোবিন্দগঞ্জে স্কুলছাত্রী ধর্ষণের bbox=[96, 943, 348, 969]
notice-title: চীফ জুডিসিয়াল ম্যাজিস্ট্রেট আমলী আদালত-০১ সদর থানা, ঠাকুরগাঁও। bbox=[1182, 1553, 1477, 1566]
table-header: আসামীর নাম ও ঠিকানা bbox=[1190, 1362, 1328, 1385]
story-padma-missing bbox=[52, 1068, 393, 1169]
story-body: কাদের জানান, গোসল করতে গিয়ে নদীর স্রোতে ভেসে যায় শিশুটি। স্থানীয় লোকজন ও ফায়ার সার্ভিসের ডুবুরি দল দীর্ঘ সময় খোঁজাখুঁজির পর মরদেহ উদ্ধার করে। পরিবারে চলছে শোকের মাতম। bbox=[52, 1118, 393, 1162]
story-complaints bbox=[679, 561, 951, 845]
headline[interactable]: আইসিএবি’র সভাপতি মনিরুজ্জামান bbox=[69, 1178, 375, 1204]
story-body: চাষে লাভজনক হওয়ায় কৃষকরা এখন ঝুঁকছেন বেগুন বিচি আবাদে। প্রতি বিঘায় খরচ হয় প্রায় ২০-২৫ হাজার টাকা। বাজারে এর চাহিদা বেশি থাকায় ভালো দাম পাচ্ছেন তারা। কৃষি বিভাগ থেকে চাষিদের প্রশিক্ষণ ও প্রয়োজনীয় পরামর্শ দেয়া হচ্ছে। উপজেলা কৃষি কর্মকর্তা জানান, চলতি মৌসুমে লক্ষ্যমাত্রার চেয়ে বেশি জমিতে চাষ হয়েছে। bbox=[410, 1031, 663, 1120]
court-notice-thakurgaon-2 bbox=[1152, 1794, 1507, 2050]
headline[interactable]: কেরু অ্যান্ড bbox=[1002, 1066, 1099, 1092]
table-header: মামলার নম্বর, ধারা ও তারিখ bbox=[1276, 1664, 1408, 1702]
notice-title: চীফ জুডিসিয়াল ম্যাজিস্ট্রেট আমলী আদালত-০১ সদর থানা, ঠাকুরগাঁও। bbox=[1182, 1816, 1477, 1828]
